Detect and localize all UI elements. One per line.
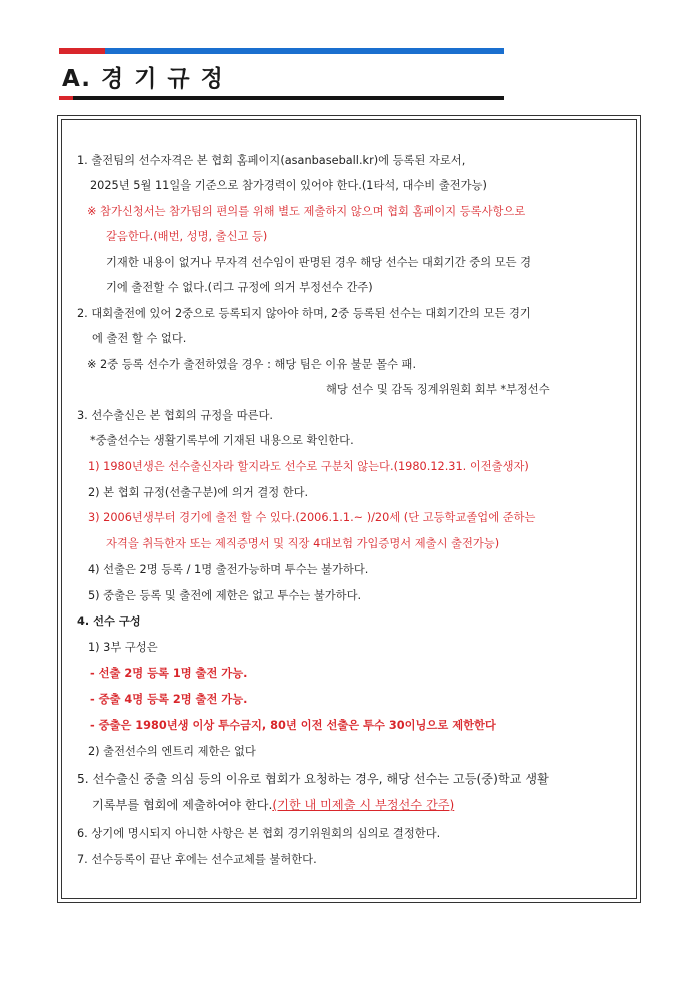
section-title-char: 기 [134,66,158,92]
rule-4-bullet-2: - 중출 4명 등록 2명 출전 가능. [90,693,248,706]
section-title-char: 규 [167,66,191,92]
section-letter: A. [62,66,91,92]
rule-3-item-5: 5) 중출은 등록 및 출전에 제한은 없고 투수는 불가하다. [88,589,362,602]
rule-3-line-2: *중출선수는 생활기록부에 기재된 내용으로 확인한다. [90,434,354,447]
rule-2-line-2: 에 출전 할 수 없다. [92,332,187,345]
rule-3-line-1: 3. 선수출신은 본 협회의 규정을 따른다. [77,409,274,422]
rule-1-line-1: 1. 출전팀의 선수자격은 본 협회 홈페이지(asanbaseball.kr)에 등록된 자로서, [77,154,466,167]
rule-4-item-2: 2) 출전선수의 엔트리 제한은 없다 [88,745,256,758]
header-top-bar-red [59,48,105,54]
rule-2-line-1: 2. 대회출전에 있어 2중으로 등록되지 않아야 하며, 2중 등록된 선수는 대회기간의 모든 경기 [77,307,531,320]
rule-1-line-4: 기에 출전할 수 없다.(리그 규정에 의거 부정선수 간주) [106,281,373,294]
rule-6: 6. 상기에 명시되지 아니한 사항은 본 협회 경기위원회의 심의로 결정한다. [77,827,441,840]
rule-1-line-2: 2025년 5월 11일을 기준으로 참가경력이 있어야 한다.(1타석, 대수비 출전가능) [90,179,487,192]
section-title-char: 경 [100,66,125,92]
header-bottom-bar-dark [73,96,504,100]
rule-2-note-line-1: ※ 2중 등록 선수가 출전하였을 경우 : 해당 팀은 이유 불문 몰수 패. [87,358,417,371]
rule-2-note-line-2: 해당 선수 및 감독 징계위원회 회부 *부정선수 [326,383,550,396]
rule-3-item-4: 4) 선출은 2명 등록 / 1명 출전가능하며 투수는 불가하다. [88,563,369,576]
rule-5-line-1: 5. 선수출신 중출 의심 등의 이유로 협회가 요청하는 경우, 해당 선수는 고등(중)학교 생활 [77,772,549,786]
rule-5-line-2-text: 기록부를 협회에 제출하여야 한다. [92,798,273,812]
rule-1-note-line-2: 갈음한다.(배번, 성명, 출신고 등) [106,230,268,243]
rule-4-heading: 4. 선수 구성 [77,615,141,628]
header-top-bar [59,48,504,54]
rule-3-item-2: 2) 본 협회 규정(선출구분)에 의거 결정 한다. [88,486,309,499]
rule-5-line-2 [92,797,454,813]
rule-4-bullet-3: - 중출은 1980년생 이상 투수금지, 80년 이전 선출은 투수 30이닝으로 제한한다 [90,719,496,732]
rule-1-line-3: 기재한 내용이 없거나 무자격 선수임이 판명된 경우 해당 선수는 대회기간 중의 모든 경 [106,256,532,269]
header-top-bar-blue [105,48,504,54]
header-bottom-bar-red [59,96,73,100]
section-title-char: 정 [200,66,224,92]
section-title [62,60,224,93]
rule-3-item-3-line-1: 3) 2006년생부터 경기에 출전 할 수 있다.(2006.1.1.~ )/20세 (단 고등학교졸업에 준하는 [88,511,536,524]
rule-4-bullet-1: - 선출 2명 등록 1명 출전 가능. [90,667,248,680]
header-bottom-bar [59,96,504,100]
rule-7: 7. 선수등록이 끝난 후에는 선수교체를 불허한다. [77,853,317,866]
rule-3-item-1: 1) 1980년생은 선수출신자라 할지라도 선수로 구분치 않는다.(1980.12.31. 이전출생자) [88,460,529,473]
rule-5-warning: (기한 내 미제출 시 부정선수 간주) [272,798,455,812]
rule-4-item-1: 1) 3부 구성은 [88,641,158,654]
rule-1-note-line-1: ※ 참가신청서는 참가팀의 편의를 위해 별도 제출하지 않으며 협회 홈페이지 등록사항으로 [87,205,526,218]
rule-3-item-3-line-2: 자격을 취득한자 또는 제직증명서 및 직장 4대보험 가입증명서 제출시 출전가능) [106,537,500,550]
